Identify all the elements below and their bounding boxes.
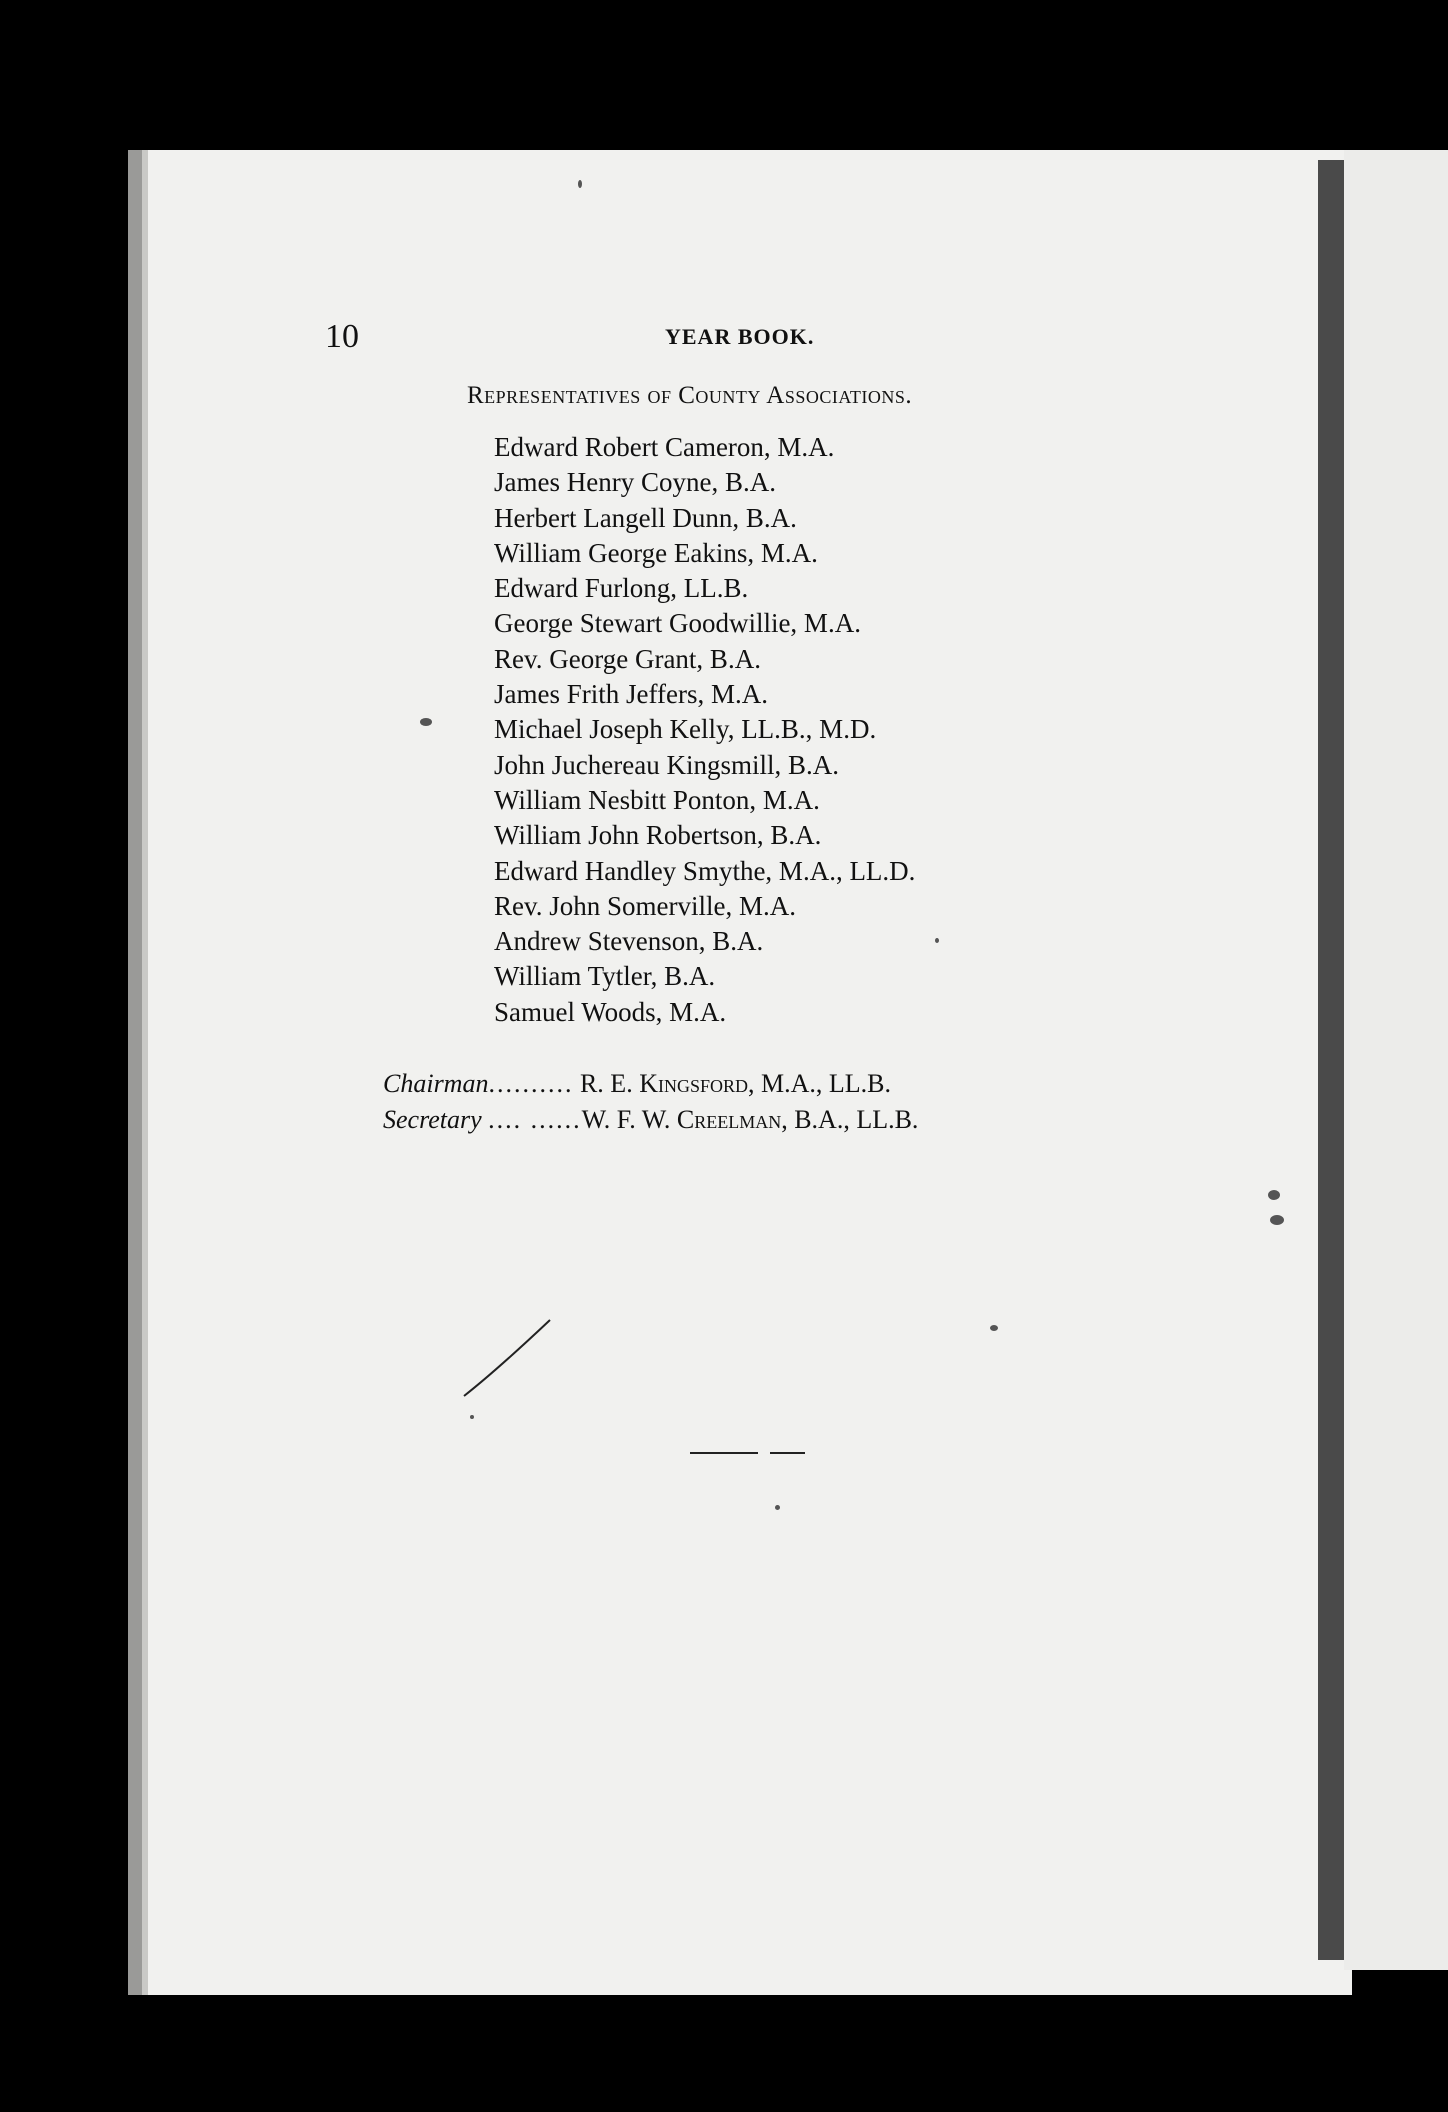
ink-speck: [578, 180, 582, 188]
list-item: William Nesbitt Ponton, M.A.: [494, 784, 820, 815]
list-item: James Henry Coyne, B.A.: [494, 467, 776, 498]
ink-speck: [1270, 1215, 1284, 1225]
list-item: Edward Furlong, LL.B.: [494, 573, 749, 604]
end-rule: [690, 1452, 805, 1454]
list-item: Herbert Langell Dunn, B.A.: [494, 502, 797, 533]
member-list: [494, 430, 915, 1030]
chairman-row: [383, 1066, 918, 1102]
ink-speck: [420, 718, 432, 726]
list-item: Edward Handley Smythe, M.A., LL.D.: [494, 855, 916, 886]
list-item: William Tytler, B.A.: [494, 961, 716, 992]
dot-leader: ..........: [488, 1069, 574, 1098]
page-header: [325, 318, 1145, 354]
list-item: Edward Robert Cameron, M.A.: [494, 432, 835, 462]
ink-speck: [935, 938, 939, 943]
ink-speck: [470, 1415, 474, 1419]
officers-block: [383, 1066, 918, 1138]
chairman-name: R. E. Kingsford, M.A., LL.B.: [579, 1069, 891, 1098]
list-item: William George Eakins, M.A.: [494, 537, 818, 568]
list-item: Andrew Stevenson, B.A.: [494, 926, 764, 957]
facing-page-strip: [1344, 150, 1448, 1970]
ink-speck: [990, 1325, 998, 1331]
list-item: Samuel Woods, M.A.: [494, 996, 727, 1027]
pen-stroke-mark: [462, 1318, 552, 1398]
secretary-name: W. F. W. Creelman, B.A., LL.B.: [581, 1105, 919, 1134]
ink-speck: [775, 1505, 780, 1510]
list-item: William John Robertson, B.A.: [494, 820, 822, 851]
list-item: Michael Joseph Kelly, LL.B., M.D.: [494, 714, 877, 745]
section-heading: Representatives of County Associations.: [467, 382, 913, 409]
page-number: 10: [325, 318, 359, 355]
secretary-row: [383, 1102, 918, 1138]
dot-leader: .... ......: [488, 1105, 582, 1134]
ink-speck: [1268, 1190, 1280, 1200]
chairman-label: Chairman: [383, 1069, 489, 1098]
list-item: Rev. George Grant, B.A.: [494, 643, 761, 674]
list-item: George Stewart Goodwillie, M.A.: [494, 608, 861, 639]
running-head: YEAR BOOK.: [665, 324, 815, 349]
list-item: James Frith Jeffers, M.A.: [494, 679, 768, 710]
list-item: John Juchereau Kingsmill, B.A.: [494, 749, 839, 780]
secretary-label: Secretary: [383, 1105, 482, 1134]
list-item: Rev. John Somerville, M.A.: [494, 890, 796, 921]
